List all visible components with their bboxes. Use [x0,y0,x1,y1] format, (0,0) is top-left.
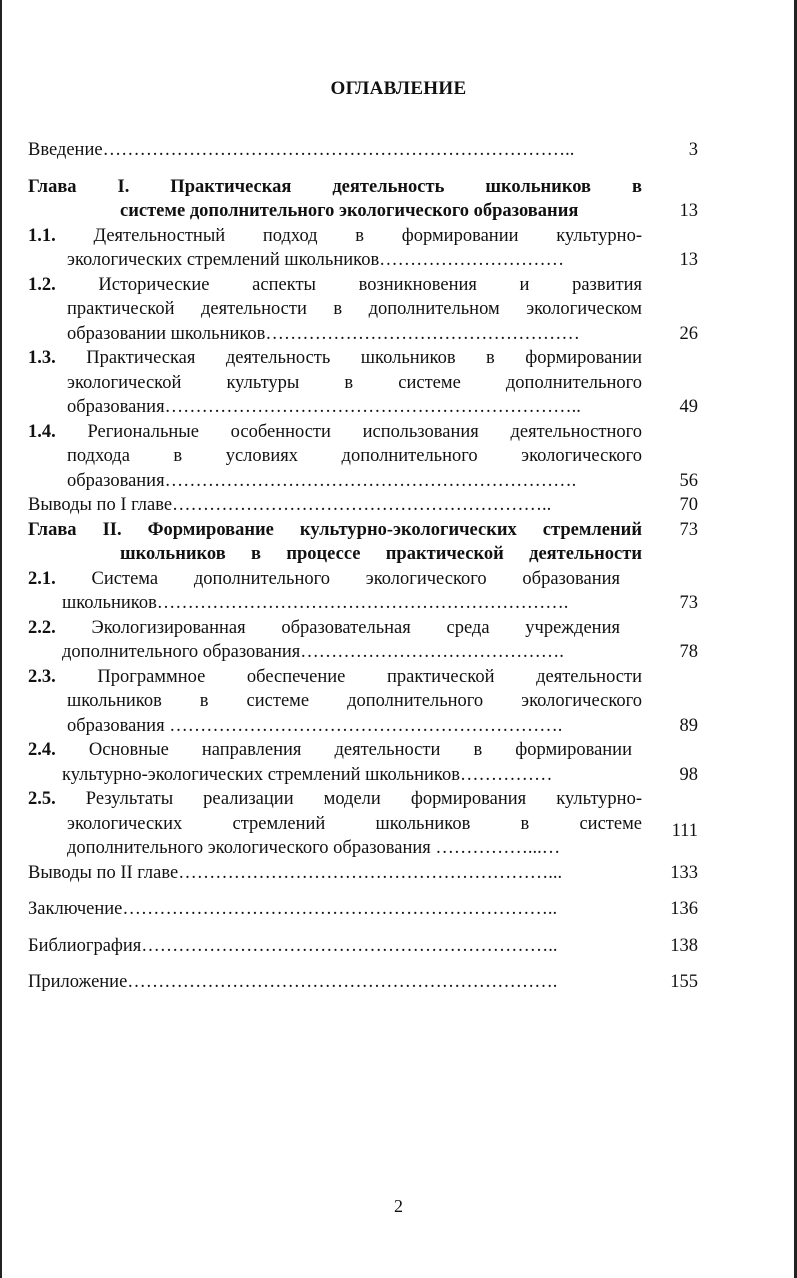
toc-entry-text: Выводы по II главе……………………………………………………... [28,862,563,883]
toc-page-number: 26 [679,323,698,344]
section-number: 1.1. [28,225,56,246]
toc-entry-chapter-1[interactable] [28,175,698,224]
toc-entry-text: Система дополнительного экологического образования [55,568,620,589]
toc-entry-text: Деятельностный подход в формировании культурно- [55,225,642,246]
toc-entry-text: Глава II. Формирование культурно-экологических стремлений [28,519,642,540]
toc-entry-text: Экологизированная образовательная среда учреждения [55,617,620,638]
toc-entry-text: Приложение……………………………………………………………. [28,972,558,992]
toc-entry-text: Введение………………………………………………………………….. [28,140,575,160]
toc-page-number: 13 [679,201,698,221]
toc-entry-2-2[interactable] [28,616,698,665]
section-number: 2.3. [28,666,56,687]
toc-entry-2-3[interactable] [28,665,698,739]
toc-entry-text: экологических стремлений школьников………………………… [67,250,565,270]
page-title: ОГЛАВЛЕНИЕ [330,78,467,99]
section-number: 1.4. [28,421,56,442]
section-number: 2.1. [28,568,56,589]
toc-entry-text: образования ………………………………………………………. [67,715,563,736]
toc-entry-text: Практическая деятельность школьников в формировании [55,348,642,368]
page-number-footer: 2 [394,1196,403,1216]
toc-entry-text: образования…………………………………………………………. [67,470,577,491]
toc-entry-text: Результаты реализации модели формирования культурно- [55,789,642,809]
toc-entry-text: образовании школьников…………………………………………… [67,323,580,344]
toc-page-number: 155 [670,972,698,992]
toc-page-number: 70 [679,495,698,515]
toc-entry-text: дополнительного экологического образования ……………...… [67,838,561,858]
table-of-contents [28,138,698,995]
toc-entry-text: дополнительного образования……………………………………. [62,642,564,662]
toc-entry-text: подхода в условиях дополнительного экологического [67,446,642,466]
toc-entry-text: культурно-экологических стремлений школьников…………… [62,764,553,785]
section-number: 1.3. [28,348,56,368]
scan-edge-left [0,0,2,1278]
toc-entry-bibliography[interactable] [28,934,698,959]
toc-entry-text: образования………………………………………………………….. [67,397,581,417]
section-number: 1.2. [28,274,56,295]
toc-entry-text: Выводы по I главе…………………………………………………….. [28,495,552,515]
toc-page-number: 56 [679,470,698,491]
toc-entry-text: школьников…………………………………………………………. [62,593,569,613]
toc-entry-text: Заключение…………………………………………………………….. [28,899,558,919]
toc-entry-text: Региональные особенности использования деятельностного [55,421,642,442]
toc-page-number: 3 [688,140,698,160]
toc-page-number: 138 [670,935,698,956]
toc-entry-text: Исторические аспекты возникновения и развития [55,274,642,295]
toc-entry-2-1[interactable] [28,567,698,616]
toc-entry-appendix[interactable] [28,970,698,995]
toc-page-number: 89 [679,715,698,736]
toc-page-number: 98 [679,764,698,785]
toc-entry-text: системе дополнительного экологического образования [120,201,579,221]
toc-entry-text: школьников в системе дополнительного экологического [67,691,642,711]
toc-page-number: 73 [679,519,698,540]
section-number: 2.5. [28,789,56,809]
toc-page-number: 73 [679,593,698,613]
toc-entry-1-2[interactable] [28,273,698,347]
toc-entry-1-1[interactable] [28,224,698,273]
toc-page-number: 136 [670,899,698,919]
toc-page-number: 111 [671,820,698,841]
toc-entry-conclusions-2[interactable] [28,861,698,886]
toc-page-number: 133 [670,862,698,883]
toc-page-number: 49 [679,397,698,417]
section-number: 2.4. [28,740,56,760]
toc-entry-2-5[interactable] [28,787,698,861]
section-number: 2.2. [28,617,56,638]
toc-entry-2-4[interactable] [28,738,698,787]
toc-entry-text: Глава I. Практическая деятельность школьников в [28,176,642,197]
toc-entry-conclusion[interactable] [28,897,698,922]
toc-page-number: 78 [679,642,698,662]
toc-entry-text: Основные направления деятельности в формировании [55,740,632,760]
toc-entry-introduction[interactable] [28,138,698,163]
toc-entry-text: экологических стремлений школьников в системе [67,813,642,834]
toc-page-number: 13 [679,250,698,270]
toc-entry-1-4[interactable] [28,420,698,494]
toc-entry-1-3[interactable] [28,346,698,420]
toc-entry-chapter-2[interactable] [28,518,698,567]
toc-entry-text: Библиография………………………………………………………….. [28,935,558,956]
toc-entry-text: экологической культуры в системе дополнительного [67,372,642,393]
toc-entry-text: школьников в процессе практической деятельности [120,544,642,564]
toc-entry-text: Программное обеспечение практической деятельности [55,666,642,687]
toc-entry-conclusions-1[interactable] [28,493,698,518]
toc-entry-text: практической деятельности в дополнительном экологическом [67,299,642,319]
